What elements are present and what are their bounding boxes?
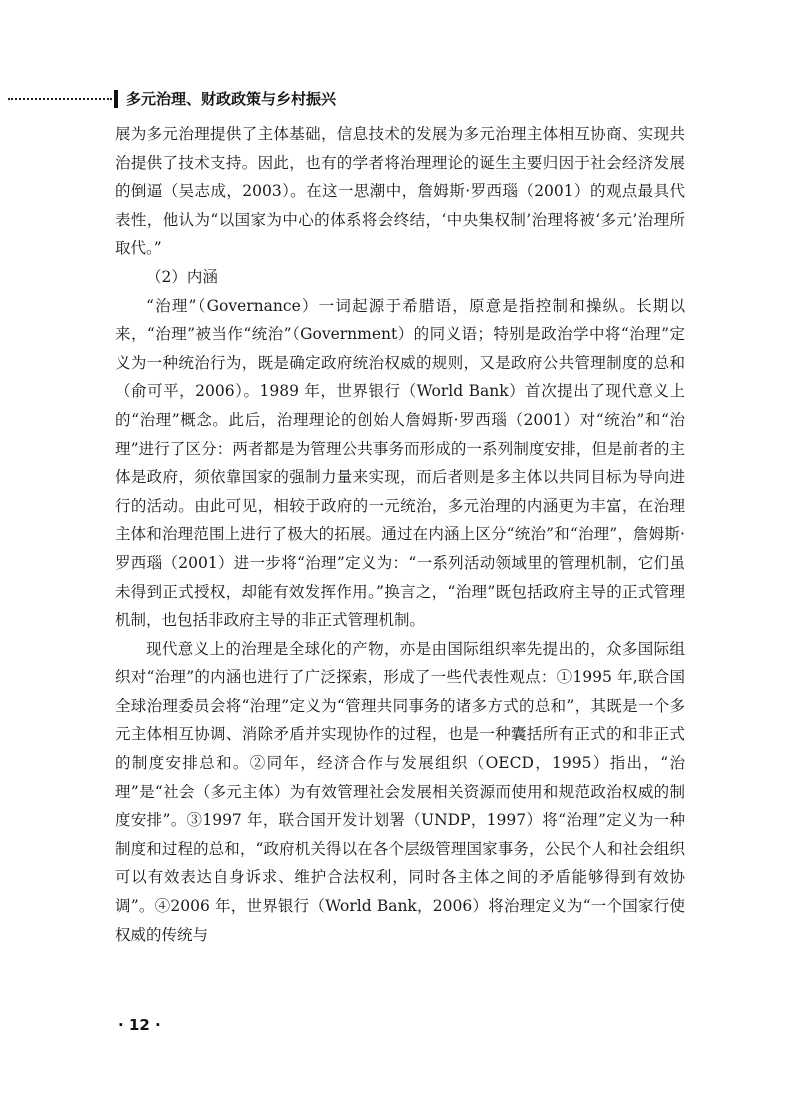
paragraph-continuation: 展为多元治理提供了主体基础，信息技术的发展为多元治理主体相互协商、实现共治提供了技术支持。因此，也有的学者将治理理论的诞生主要归因于社会经济发展的倒逼（吴志成，2003）。在这一思潮中，詹姆斯·罗西瑙（2001）的观点最具代表性，他认为“以国家为中心的体系将会终结，‘中央集权制’治理将被‘多元’治理所取代。” <box>115 125 685 258</box>
running-title: 多元治理、财政政策与乡村振兴 <box>126 90 337 108</box>
header-bar <box>114 90 118 108</box>
page-number: · 12 · <box>118 1016 161 1034</box>
paragraph: 现代意义上的治理是全球化的产物，亦是由国际组织率先提出的，众多国际组织对“治理”的内涵也进行了广泛探索，形成了一些代表性观点：①1995 年,联合国全球治理委员会将“治理”定义为“管理共同事务的诸多方式的总和”，其既是一个多元主体相互协调、消除矛盾并实现协作的过程，也是一种囊括所有正式的和非正式的制度安排总和。②同年，经济合作与发展组织（OECD，1995）指出，“治理”是“社会（多元主体）为有效管理社会发展相关资源而使用和规范政治权威的制度安排”。③1997 年，联合国开发计划署（UNDP，1997）将“治理”定义为一种制度和过程的总和，“政府机关得以在各个层级管理国家事务，公民个人和社会组织可以有效表达自身诉求、维护合法权利，同时各主体之间的矛盾能够得到有效协调”。④2006 年，世界银行（World Bank，2006）将治理定义为“一个国家行使权威的传统与 <box>115 639 685 944</box>
header-dotted-rule <box>8 98 112 100</box>
running-header <box>0 88 790 110</box>
paragraph: “治理”（Governance）一词起源于希腊语，原意是指控制和操纵。长期以来，“治理”被当作“统治”（Government）的同义语；特别是政治学中将“治理”定义为一种统治行为，既是确定政府统治权威的规则，又是政府公共管理制度的总和（俞可平，2006）。1989 年，世界银行（World Bank）首次提出了现代意义上的“治理”概念。此后，治理理论的创始人詹姆斯·罗西瑙（2001）对“统治”和“治理”进行了区分：两者都是为管理公共事务而形成的一系列制度安排，但是前者的主体是政府，须依靠国家的强制力量来实现，而后者则是多主体以共同目标为导向进行的活动。由此可见，相较于政府的一元统治，多元治理的内涵更为丰富，在治理主体和治理范围上进行了极大的拓展。通过在内涵上区分“统治”和“治理”，詹姆斯·罗西瑙（2001）进一步将“治理”定义为：“一系列活动领域里的管理机制，它们虽未得到正式授权，却能有效发挥作用。”换言之，“治理”既包括政府主导的正式管理机制，也包括非政府主导的非正式管理机制。 <box>115 296 685 630</box>
section-heading: （2）内涵 <box>146 267 218 286</box>
body-text <box>115 120 685 949</box>
